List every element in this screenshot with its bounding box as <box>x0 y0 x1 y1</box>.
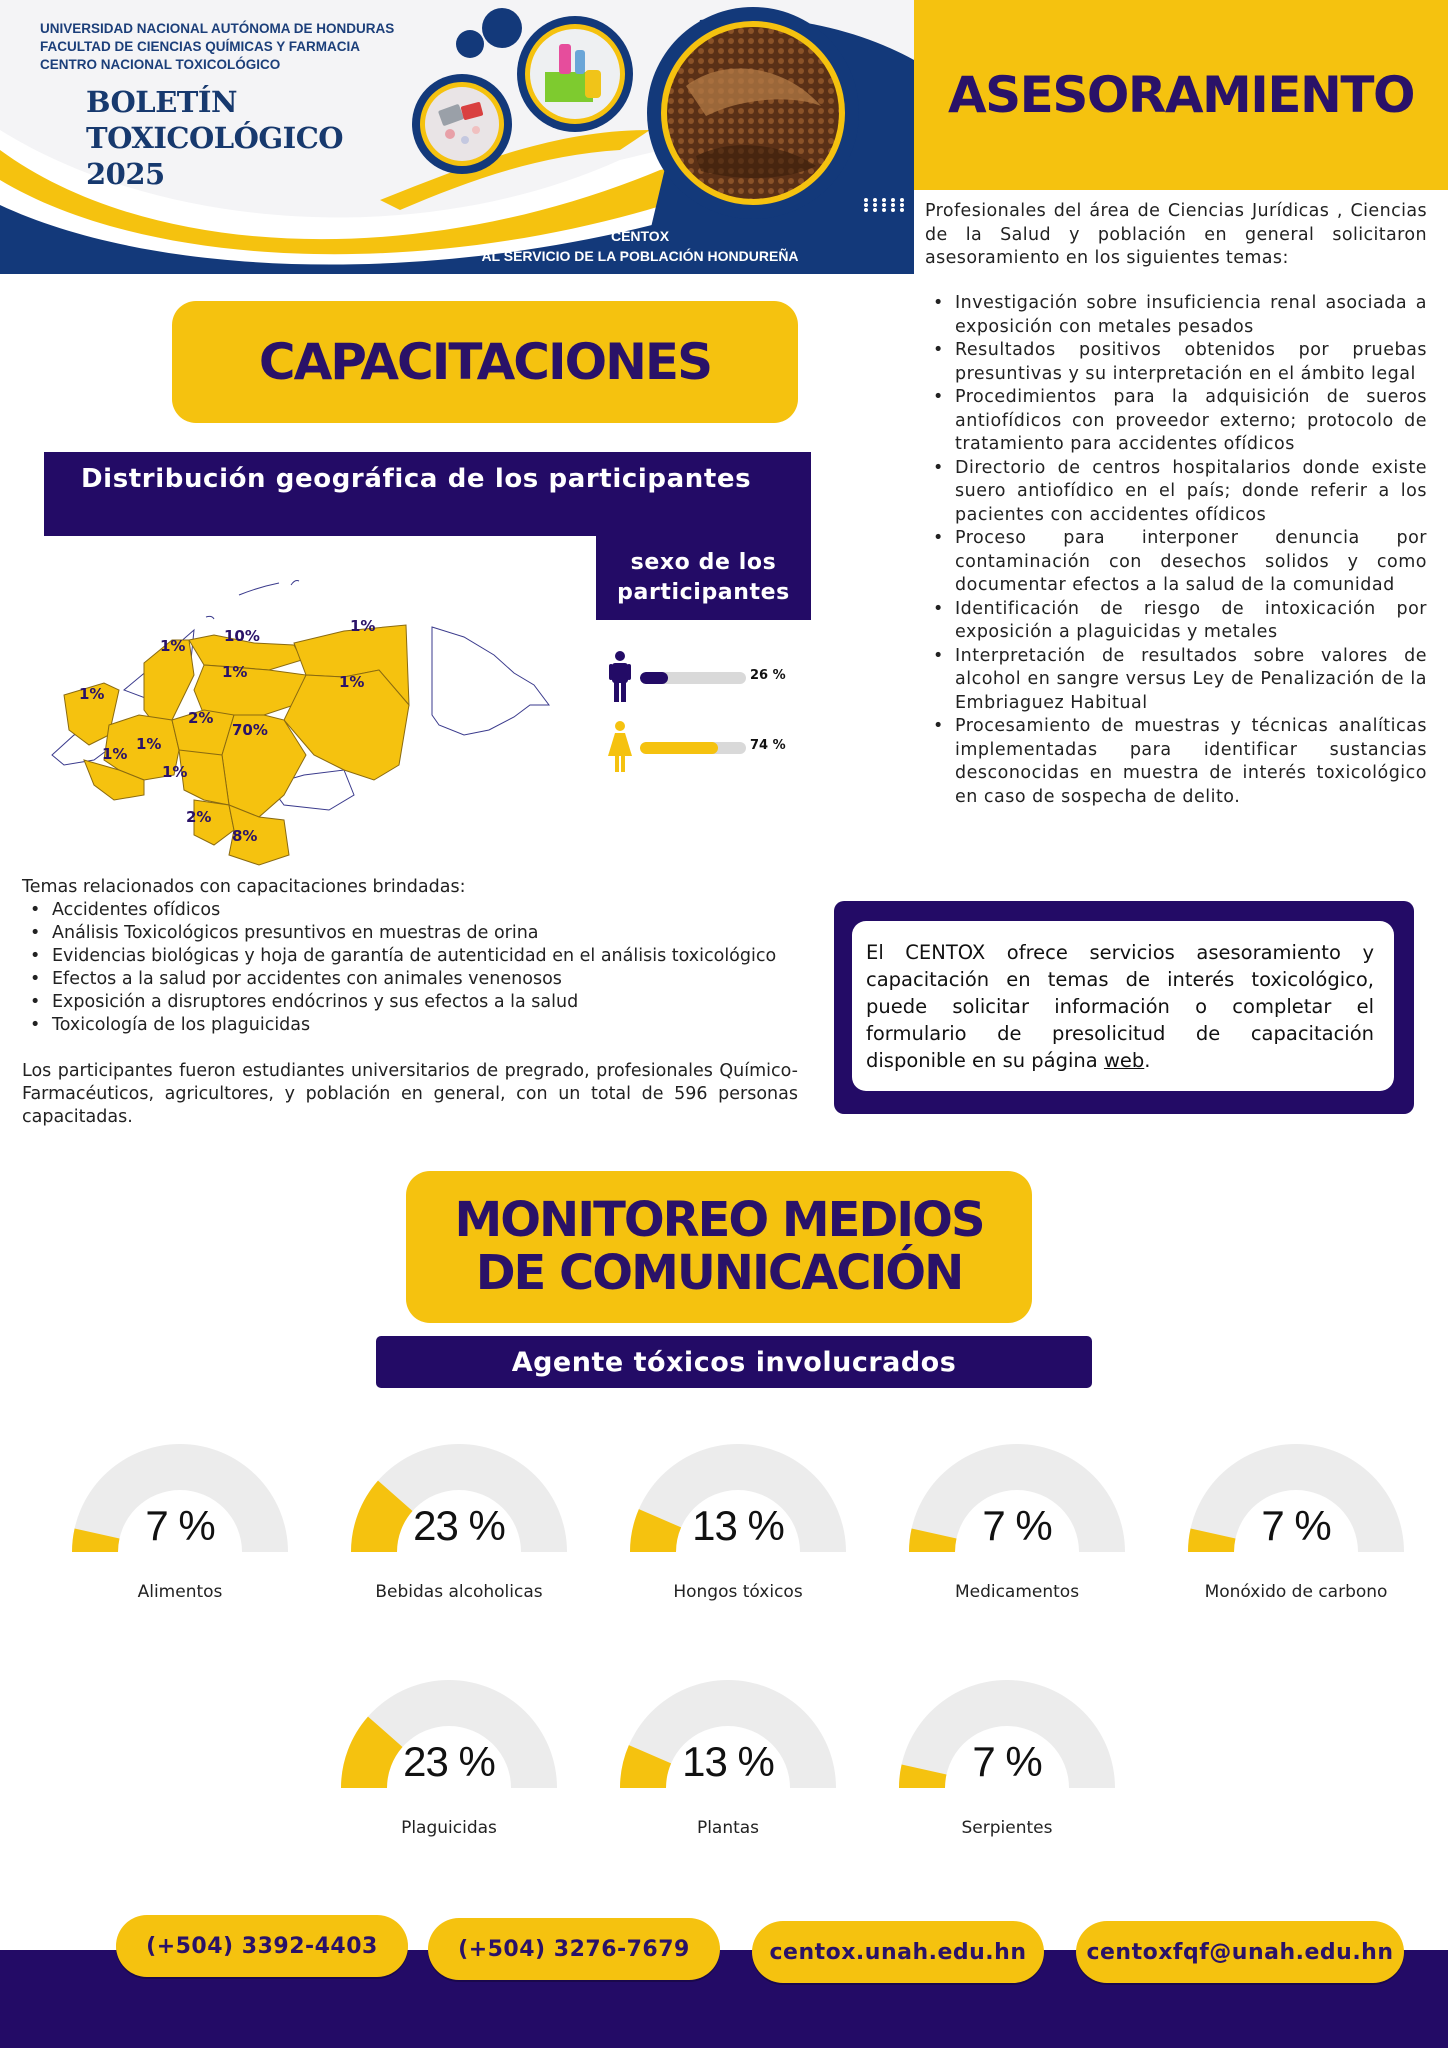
university-name: UNIVERSIDAD NACIONAL AUTÓNOMA DE HONDURAS <box>40 21 395 36</box>
map-label-comayagua: 2% <box>188 709 214 727</box>
female-progress-fill <box>640 742 718 754</box>
map-label-lempira: 1% <box>102 745 128 763</box>
gauge-value: 13 % <box>682 1738 774 1785</box>
list-item: • Exposición a disruptores endócrinos y sus efectos a la salud <box>22 991 798 1014</box>
male-progress-track <box>640 672 746 684</box>
list-item: • Procedimientos para la adquisición de sueros antiofídicos con proveedor externo; protocolo de tratamiento para accidentes ofídicos <box>925 386 1427 457</box>
geo-distribution-band <box>44 452 811 536</box>
gauge-hongos-tóxicos <box>628 1440 848 1630</box>
decorative-dot-grid <box>864 198 904 212</box>
tagline-text: AL SERVICIO DE LA POBLACIÓN HONDUREÑA <box>481 248 799 264</box>
training-topics <box>22 876 798 1129</box>
phone-1: (+504) 3392-4403 <box>146 1933 378 1959</box>
female-progress-track <box>640 742 746 754</box>
gauge-value: 7 % <box>145 1502 215 1549</box>
monitoreo-header <box>406 1171 1032 1323</box>
snake-skin-photo <box>646 6 860 220</box>
list-item: • Proceso para interponer denuncia por contaminación con desechos solidos y como documentar efectos a la salud de la comunidad <box>925 527 1427 598</box>
monitoreo-title-line: DE COMUNICACIÓN <box>475 1245 963 1301</box>
male-icon <box>606 650 634 706</box>
info-text: El CENTOX ofrece servicios asesoramiento y capacitación en temas de interés toxicológico, puede solicitar información o completar el formulario de presolicitud de capacitación disponible en su página <box>866 941 1374 1072</box>
toxic-agents-title: Agente tóxicos involucrados <box>511 1346 957 1378</box>
medications-photo <box>410 72 514 176</box>
toxic-agents-band <box>376 1336 1092 1388</box>
map-label-yoro: 1% <box>222 663 248 681</box>
list-item: • Accidentes ofídicos <box>22 899 798 922</box>
gauge-label: Bebidas alcoholicas <box>375 1582 543 1602</box>
gauge-value: 23 % <box>413 1502 505 1549</box>
list-item: • Procesamiento de muestras y técnicas analíticas implementadas para identificar sustancias desconocidas en muestra de interés toxicológico en caso de sospecha de delito. <box>925 715 1427 809</box>
gauge-medicamentos <box>907 1440 1127 1630</box>
map-label-copan-region: 1% <box>160 637 186 655</box>
map-label-cortes-atlantida: 10% <box>224 627 260 645</box>
gauge-monóxido-de-carbono <box>1186 1440 1406 1630</box>
topics-list <box>22 899 798 1037</box>
gauge-serpientes <box>897 1676 1117 1866</box>
asesoramiento-intro: Profesionales del área de Ciencias Jurídicas , Ciencias de la Salud y población en general solicitaron asesoramiento en los siguientes temas: <box>925 201 1427 268</box>
gauge-label: Plaguicidas <box>401 1818 497 1838</box>
topics-heading: Temas relacionados con capacitaciones brindadas: <box>22 877 466 897</box>
map-shape <box>44 555 584 875</box>
gauge-label: Monóxido de carbono <box>1204 1582 1388 1602</box>
asesoramiento-header <box>914 0 1448 190</box>
gender-row-female <box>606 720 806 776</box>
info-text-end: . <box>1144 1049 1151 1072</box>
female-icon <box>606 720 634 776</box>
gauge-value: 7 % <box>1261 1502 1331 1549</box>
web-link[interactable]: web <box>1103 1049 1145 1072</box>
gauge-label: Medicamentos <box>954 1582 1080 1602</box>
gender-row-male <box>606 650 806 706</box>
honduras-map <box>44 555 584 875</box>
list-item: • Identificación de riesgo de intoxicación por exposición a plaguicidas y metales <box>925 598 1427 645</box>
centox-label: CENTOX <box>610 228 670 244</box>
header-banner <box>0 0 914 274</box>
map-label-intibuca: 1% <box>136 735 162 753</box>
gauge-label: Alimentos <box>137 1582 223 1602</box>
map-label-francisco-morazan: 70% <box>232 721 268 739</box>
gauge-bebidas-alcoholicas <box>349 1440 569 1630</box>
geo-distribution-title: Distribución geográfica de los participantes <box>81 464 752 494</box>
centox-info-box <box>834 901 1414 1114</box>
list-item: • Interpretación de resultados sobre valores de alcohol en sangre versus Ley de Penalización de la Embriaguez Habitual <box>925 645 1427 716</box>
male-progress-fill <box>640 672 668 684</box>
email: centoxfqf@unah.edu.hn <box>1086 1939 1394 1965</box>
sex-title-box <box>596 536 811 620</box>
male-percent: 26 % <box>750 668 786 683</box>
map-label-colon: 1% <box>350 617 376 635</box>
email-pill[interactable] <box>1076 1921 1404 1983</box>
website: centox.unah.edu.hn <box>769 1939 1027 1965</box>
phone-pill-2[interactable] <box>428 1918 720 1980</box>
gauge-plaguicidas <box>339 1676 559 1866</box>
list-item: • Efectos a la salud por accidentes con animales venenosos <box>22 968 798 991</box>
website-pill[interactable] <box>752 1921 1044 1983</box>
monitoreo-title-line: MONITOREO MEDIOS <box>454 1192 984 1248</box>
phone-pill-1[interactable] <box>116 1915 408 1977</box>
bulletin-title-line: TOXICOLÓGICO <box>86 121 344 155</box>
asesoramiento-title: ASESORAMIENTO <box>947 66 1415 124</box>
map-label-la-paz: 1% <box>162 763 188 781</box>
banner-tagline <box>420 226 860 266</box>
map-label-valle: 2% <box>186 808 212 826</box>
gauge-value: 7 % <box>972 1738 1042 1785</box>
bulletin-title <box>86 84 343 192</box>
list-item: • Directorio de centros hospitalarios donde existe suero antiofídico en el país; donde referir a los pacientes con accidentes ofídicos <box>925 457 1427 528</box>
centox-info-text <box>852 921 1394 1091</box>
faculty-name: FACULTAD DE CIENCIAS QUÍMICAS Y FARMACIA <box>40 39 361 54</box>
gauge-label: Plantas <box>696 1818 760 1838</box>
bulletin-title-line: BOLETÍN <box>86 85 237 119</box>
institution-lines <box>40 20 394 74</box>
bulletin-year: 2025 <box>86 157 165 191</box>
gauge-value: 13 % <box>692 1502 784 1549</box>
map-label-ocotepeque: 1% <box>79 685 105 703</box>
monitoreo-title <box>454 1194 983 1300</box>
list-item: • Toxicología de los plaguicidas <box>22 1014 798 1037</box>
list-item: • Evidencias biológicas y hoja de garantía de autenticidad en el análisis toxicológico <box>22 945 798 968</box>
map-label-olancho: 1% <box>339 673 365 691</box>
phone-2: (+504) 3276-7679 <box>458 1936 690 1962</box>
female-percent: 74 % <box>750 738 786 753</box>
list-item: • Investigación sobre insuficiencia renal asociada a exposición con metales pesados <box>925 292 1427 339</box>
list-item: • Análisis Toxicológicos presuntivos en muestras de orina <box>22 922 798 945</box>
capacitaciones-title: CAPACITACIONES <box>258 333 712 391</box>
gauge-alimentos <box>70 1440 290 1630</box>
map-label-choluteca: 8% <box>232 827 258 845</box>
gauge-label: Serpientes <box>961 1818 1053 1838</box>
center-name: CENTRO NACIONAL TOXICOLÓGICO <box>40 57 281 72</box>
asesoramiento-list <box>925 292 1427 809</box>
gauge-label: Hongos tóxicos <box>673 1582 803 1602</box>
list-item: • Resultados positivos obtenidos por pruebas presuntivas y su interpretación en el ámbito legal <box>925 339 1427 386</box>
gauge-plantas <box>618 1676 838 1866</box>
sex-title-line: participantes <box>617 580 790 605</box>
gauge-value: 7 % <box>982 1502 1052 1549</box>
sex-title-line: sexo de los <box>630 550 777 575</box>
cleaning-products-photo <box>515 14 635 134</box>
gauge-value: 23 % <box>403 1738 495 1785</box>
participants-summary: Los participantes fueron estudiantes universitarios de pregrado, profesionales Químico-Farmacéuticos, agricultores, y población en general, con un total de 596 personas capacitadas. <box>22 1061 798 1127</box>
capacitaciones-header <box>172 301 798 423</box>
